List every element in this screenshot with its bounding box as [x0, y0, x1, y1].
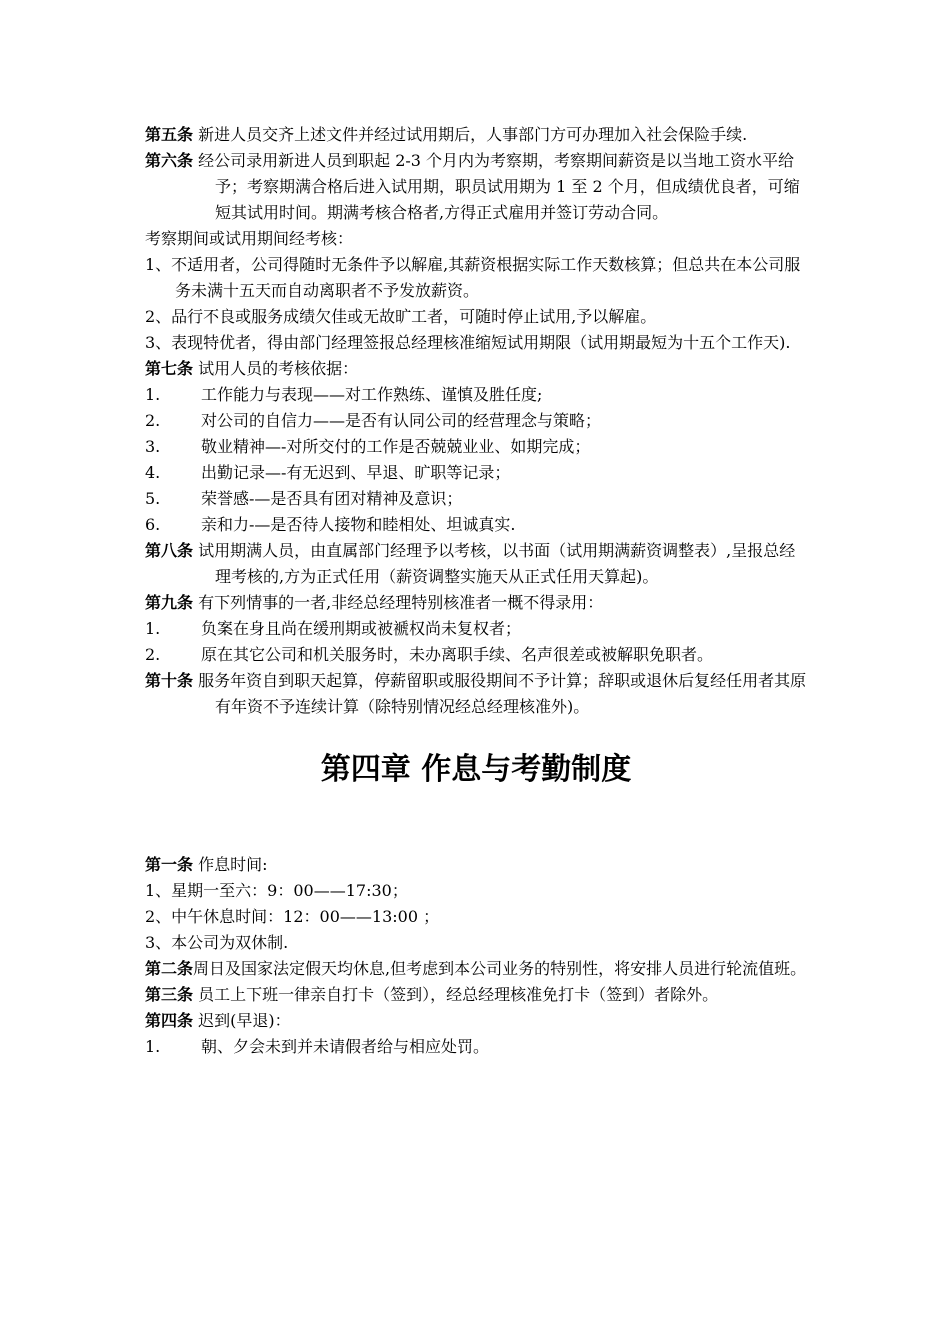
list-item	[145, 434, 807, 460]
probation-intro: 考察期间或试用期间经考核：	[145, 229, 354, 248]
article-7	[145, 356, 807, 382]
list-number: 1.	[145, 385, 161, 404]
list-text: 敬业精神—-对所交付的工作是否兢兢业业、如期完成；	[201, 437, 591, 456]
article-9	[145, 590, 807, 616]
schedule-item-2: 2、中午休息时间：12：00——13:00 ；	[145, 907, 440, 926]
article-label: 第一条	[145, 855, 194, 874]
article-5	[145, 122, 807, 148]
article-text: 经公司录用新进人员到职起 2-3 个月内为考察期，考察期间薪资是以当地工资水平给予；考察期满合格后进入试用期，职员试用期为 1 至 2 个月，但成绩优良者，可缩短其试用时间。期满考核合格者,方得正式雇用并签订劳动合同。	[193, 151, 800, 222]
chapter4-article-1	[145, 852, 807, 878]
article-label: 第三条	[145, 985, 194, 1004]
list-number: 6.	[145, 515, 161, 534]
list-text: 亲和力-—是否待人接物和睦相处、坦诚真实.	[201, 515, 516, 534]
chapter-title: 第四章 作息与考勤制度	[320, 752, 632, 787]
chapter4-article-3	[145, 982, 807, 1008]
list-text: 工作能力与表现——对工作熟练、谨慎及胜任度;	[201, 385, 543, 404]
list-text: 朝、夕会未到并未请假者给与相应处罚。	[201, 1037, 490, 1056]
article-label: 第五条	[145, 125, 194, 144]
article-text: 有下列情事的一者,非经总经理特别核准者一概不得录用：	[193, 593, 604, 612]
article-10	[145, 668, 807, 720]
list-item	[145, 512, 807, 538]
article-label: 第二条	[145, 959, 194, 978]
list-item	[145, 460, 807, 486]
probation-item-3: 3、表现特优者，得由部门经理签报总经理核准缩短试用期限（试用期最短为十五个工作天).	[145, 333, 791, 352]
document-body	[145, 122, 807, 1060]
schedule-item-1: 1、星期一至六：9：00——17:30；	[145, 881, 408, 900]
article-text: 新进人员交齐上述文件并经过试用期后，人事部门方可办理加入社会保险手续.	[193, 125, 748, 144]
article-label: 第六条	[145, 151, 194, 170]
chapter4-article-2	[145, 956, 807, 982]
list-item	[145, 486, 807, 512]
list-item	[145, 1034, 807, 1060]
article-text: 服务年资自到职天起算，停薪留职或服役期间不予计算；辞职或退休后复经任用者其原有年资不予连续计算（除特别情况经总经理核准外)。	[193, 671, 807, 716]
probation-item-1: 1、不适用者，公司得随时无条件予以解雇,其薪资根据实际工作天数核算；但总共在本公司服务未满十五天而自动离职者不予发放薪资。	[145, 255, 801, 300]
list-text: 荣誉感-—是否具有团对精神及意识；	[201, 489, 463, 508]
list-number: 4.	[145, 463, 161, 482]
list-number: 1.	[145, 1037, 161, 1056]
list-number: 5.	[145, 489, 161, 508]
article-text: 试用人员的考核依据：	[193, 359, 359, 378]
article-label: 第八条	[145, 541, 194, 560]
article-text: 作息时间:	[193, 855, 268, 874]
article-8	[145, 538, 807, 590]
article-text: 试用期满人员，由直属部门经理予以考核，以书面（试用期满薪资调整表）,呈报总经理考核的,方为正式任用（薪资调整实施天从正式任用天算起)。	[193, 541, 796, 586]
article-text: 周日及国家法定假天均休息,但考虑到本公司业务的特别性，将安排人员进行轮流值班。	[193, 959, 807, 978]
list-text: 原在其它公司和机关服务时，未办离职手续、名声很差或被解职免职者。	[201, 645, 714, 664]
list-item	[145, 382, 807, 408]
article-label: 第九条	[145, 593, 194, 612]
list-number: 1.	[145, 619, 161, 638]
article-text: 员工上下班一律亲自打卡（签到），经总经理核准免打卡（签到）者除外。	[193, 985, 719, 1004]
article-label: 第七条	[145, 359, 194, 378]
list-text: 出勤记录—-有无迟到、早退、旷职等记录；	[201, 463, 511, 482]
list-item	[145, 616, 807, 642]
list-number: 2.	[145, 645, 161, 664]
list-item	[145, 642, 807, 668]
list-number: 3.	[145, 437, 161, 456]
list-text: 对公司的自信力——是否有认同公司的经营理念与策略；	[201, 411, 602, 430]
list-number: 2.	[145, 411, 161, 430]
chapter4-article-4	[145, 1008, 807, 1034]
article-text: 迟到(早退)：	[193, 1011, 291, 1030]
schedule-item-3: 3、本公司为双休制.	[145, 933, 289, 952]
list-item	[145, 408, 807, 434]
article-6	[145, 148, 807, 226]
probation-item-2: 2、品行不良或服务成绩欠佳或无故旷工者，可随时停止试用,予以解雇。	[145, 307, 657, 326]
article-label: 第十条	[145, 671, 194, 690]
list-text: 负案在身且尚在缓刑期或被褫权尚未复权者；	[201, 619, 522, 638]
article-label: 第四条	[145, 1011, 194, 1030]
